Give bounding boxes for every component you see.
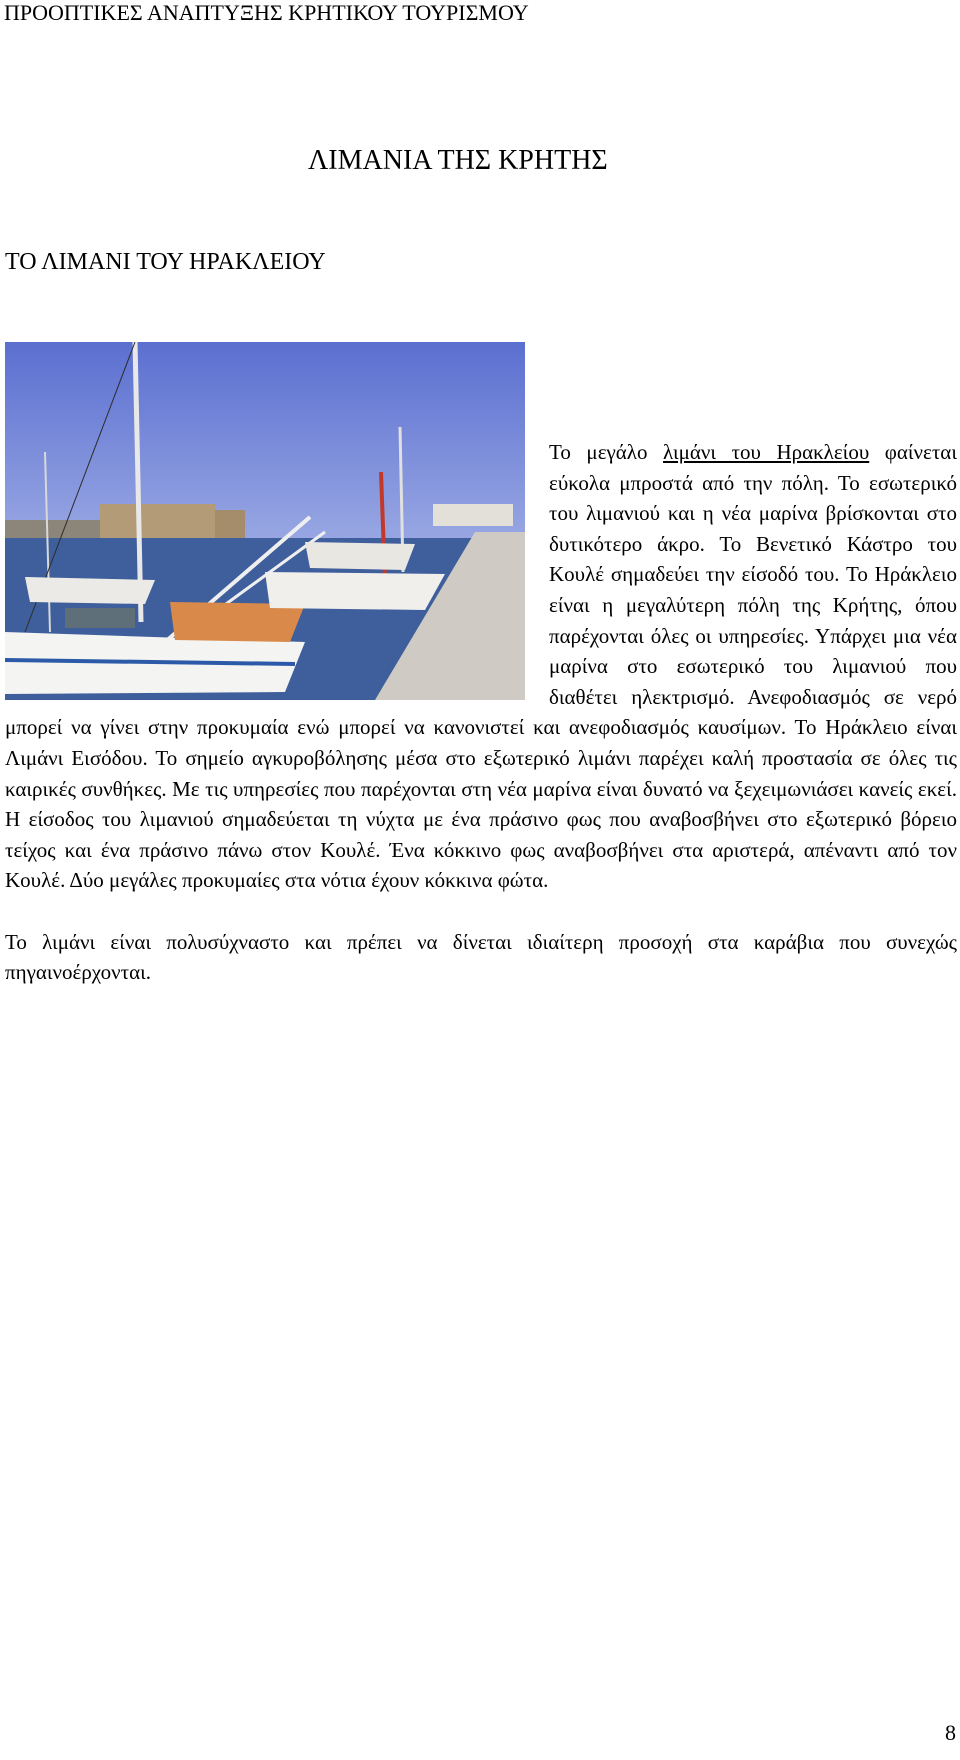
boat-cabin	[65, 608, 135, 628]
closing-paragraph: Το λιμάνι είναι πολυσύχναστο και πρέπει να δίνεται ιδιαίτερη προσοχή στα καράβια που συνεχώς πηγαινοέρχονται.	[5, 929, 957, 985]
page-title: ΛΙΜΑΝΙΑ ΤΗΣ ΚΡΗΤΗΣ	[308, 145, 608, 176]
section-title: ΤΟ ΛΙΜΑΝΙ ΤΟΥ ΗΡΑΚΛΕΙΟΥ	[5, 249, 326, 275]
running-header: ΠΡΟΟΠΤΙΚΕΣ ΑΝΑΠΤΥΞΗΣ ΚΡΗΤΙΚΟΥ ΤΟΥΡΙΣΜΟΥ	[4, 0, 529, 25]
article-body	[5, 342, 957, 988]
heraklion-harbor-link[interactable]: λιμάνι του Ηρακλείου	[663, 440, 870, 464]
harbor-photo-illustration	[5, 342, 525, 700]
small-boat	[25, 577, 155, 604]
harbor-photo	[5, 342, 525, 700]
motorboat	[265, 572, 445, 610]
lead-text-start: Το μεγάλο	[549, 440, 664, 464]
ferry-boat	[305, 542, 415, 570]
lead-text-rest: φαίνεται εύκολα μπροστά από την πόλη. Το εσωτερικό του λιμανιού και η νέα μαρίνα βρίσκονται στο δυτικότερο άκρο. Το Βενετικό Κάστρο του Κουλέ σημαδεύει την είσοδό του. Το Ηράκλειο είναι η μεγαλύτερη πόλη της Κρήτης, όπου παρέχονται όλες οι υπηρεσίες. Υπάρχει μια νέα μαρίνα στο εσωτερικό του λιμανιού που διαθέτει ηλεκτρισμό. Ανεφοδιασμός σε νερό μπορεί να γίνει στην προκυμαία ενώ μπορεί να κανονιστεί και ανεφοδιασμός καυσίμων. Το Ηράκλειο είναι Λιμάνι Εισόδου. Το σημείο αγκυροβόλησης μέσα στο εξωτερικό λιμάνι παρέχει καλή προστασία σε όλες τις καιρικές συνθήκες. Με τις υπηρεσίες που παρέχονται στη νέα μαρίνα είναι δυνατό να ξεχειμωνιάσει κανείς εκεί. Η είσοδος του λιμανιού σημαδεύεται τη νύχτα με ένα πράσινο φως που αναβοσβήνει στο εξωτερικό βόρειο τείχος και ένα πράσινο πάνω στον Κουλέ. Ένα κόκκινο φως αναβοσβήνει στα αριστερά, απέναντι από τον Κουλέ. Δύο μεγάλες προκυμαίες στα νότια έχουν κόκκινα φώτα.	[5, 440, 957, 893]
page-number: 8	[945, 1720, 956, 1745]
fortress-tower	[215, 510, 245, 540]
fortress	[100, 504, 215, 542]
harbor-building	[433, 504, 513, 526]
